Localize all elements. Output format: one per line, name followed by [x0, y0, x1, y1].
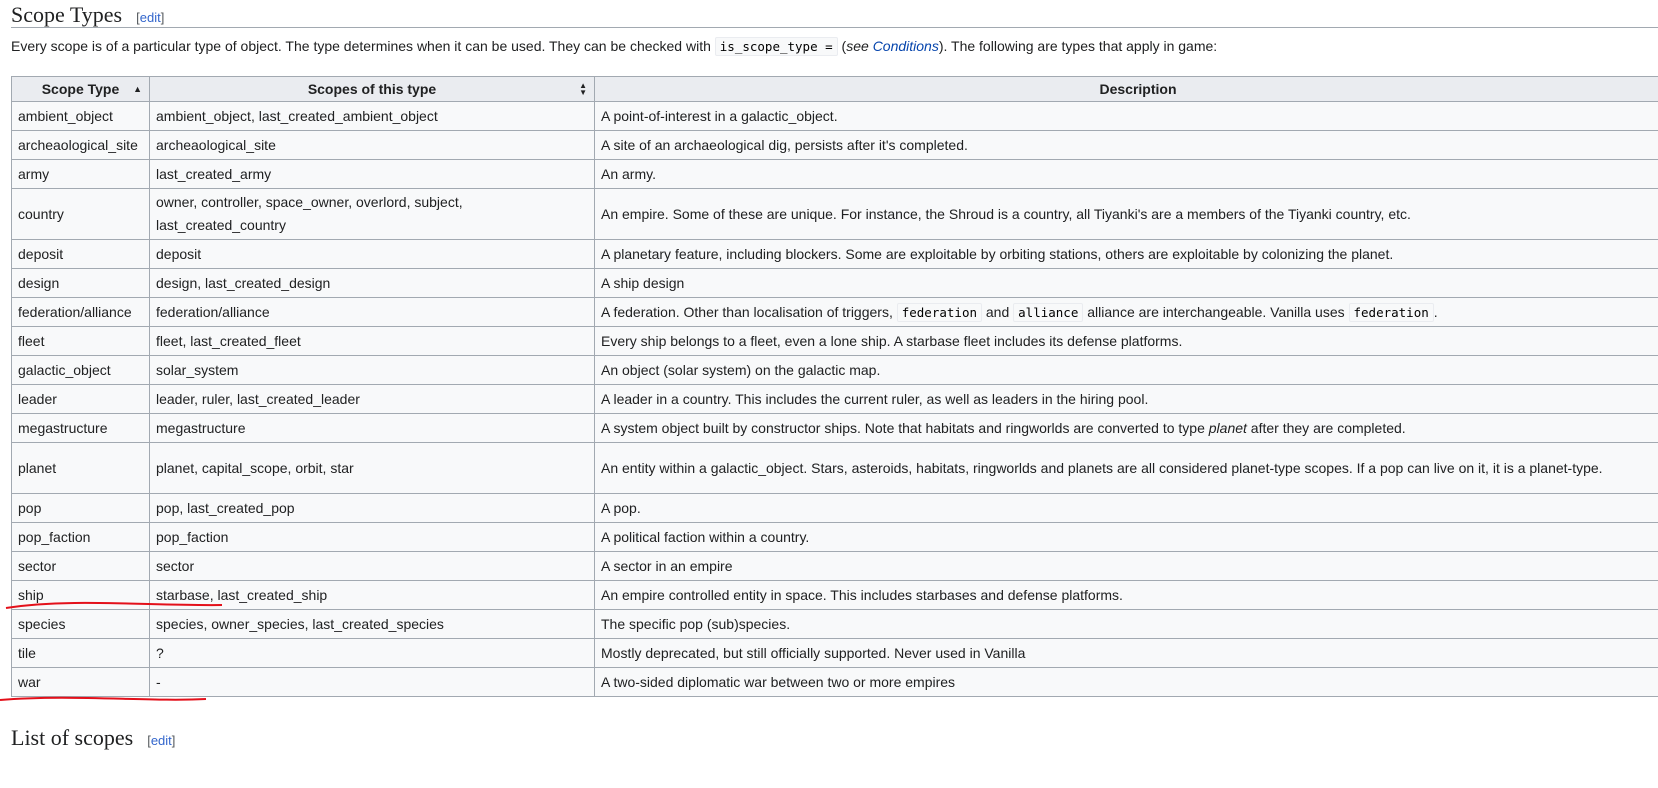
table-row: army last_created_army An army. — [12, 160, 1658, 189]
intro-paragraph: Every scope is of a particular type of object. The type determines when it can be used. They can be checked with is_scope_type = (see Conditions). The following are types that apply in game: — [11, 38, 1218, 54]
table-row: ambient_object ambient_object, last_created_ambient_object A point-of-interest in a galactic_object. — [12, 102, 1658, 131]
sort-ascending-icon: ▲ — [133, 84, 142, 94]
strike-tile — [0, 698, 206, 700]
header-scope-type[interactable]: Scope Type ▲ — [12, 77, 150, 102]
section-heading — [11, 0, 1658, 28]
scope-types-table — [11, 76, 1658, 697]
header-scopes[interactable]: Scopes of this type ▲ ▼ — [150, 77, 595, 102]
sort-both-icon: ▲ ▼ — [579, 81, 587, 97]
section-title: Scope Types — [11, 2, 123, 27]
header-description: Description — [595, 77, 1658, 102]
table-row: federation/alliance federation/alliance A federation. Other than localisation of triggers, federation and alliance alliance are interchangeable. Vanilla uses federation . — [12, 298, 1658, 327]
table-row: planet planet, capital_scope, orbit, star An entity within a galactic_object. Stars, asteroids, habitats, ringworlds and planets are all considered planet-type scopes. If a pop can live on it, it is a planet-type. — [12, 443, 1658, 494]
table-row: pop pop, last_created_pop A pop. — [12, 494, 1658, 523]
next-section-heading — [11, 725, 175, 751]
table-row: design design, last_created_design A ship design — [12, 269, 1658, 298]
edit-link[interactable]: [edit] — [136, 10, 165, 25]
table-row: species species, owner_species, last_created_species The specific pop (sub)species. — [12, 610, 1658, 639]
next-edit-link[interactable]: [edit] — [147, 733, 176, 748]
table-row: fleet fleet, last_created_fleet Every ship belongs to a fleet, even a lone ship. A starbase fleet includes its defense platforms. — [12, 327, 1658, 356]
table-row: galactic_object solar_system An object (solar system) on the galactic map. — [12, 356, 1658, 385]
table-row: deposit deposit A planetary feature, including blockers. Some are exploitable by orbiting stations, others are exploitable by colonizing the planet. — [12, 240, 1658, 269]
inline-code: is_scope_type = — [715, 37, 838, 56]
table-row: megastructure megastructure A system object built by constructor ships. Note that habitats and ringworlds are converted to type planet after they are completed. — [12, 414, 1658, 443]
table-row: sector sector A sector in an empire — [12, 552, 1658, 581]
table-row: leader leader, ruler, last_created_leader A leader in a country. This includes the current ruler, as well as leaders in the hiring pool. — [12, 385, 1658, 414]
table-row: archeaological_site archeaological_site A site of an archaeological dig, persists after it's completed. — [12, 131, 1658, 160]
conditions-link[interactable]: Conditions — [872, 38, 939, 54]
table-row: war - A two-sided diplomatic war between two or more empires — [12, 668, 1658, 697]
table-row: pop_faction pop_faction A political faction within a country. — [12, 523, 1658, 552]
table-row: country owner, controller, space_owner, overlord, subject, last_created_country An empire. Some of these are unique. For instance, the Shroud is a country, all Tiyanki's are a members of the Tiyanki country, etc. — [12, 189, 1658, 240]
table-row: tile ? Mostly deprecated, but still officially supported. Never used in Vanilla — [12, 639, 1658, 668]
next-section-title: List of scopes — [11, 725, 134, 750]
table-row: ship starbase, last_created_ship An empire controlled entity in space. This includes starbases and defense platforms. — [12, 581, 1658, 610]
